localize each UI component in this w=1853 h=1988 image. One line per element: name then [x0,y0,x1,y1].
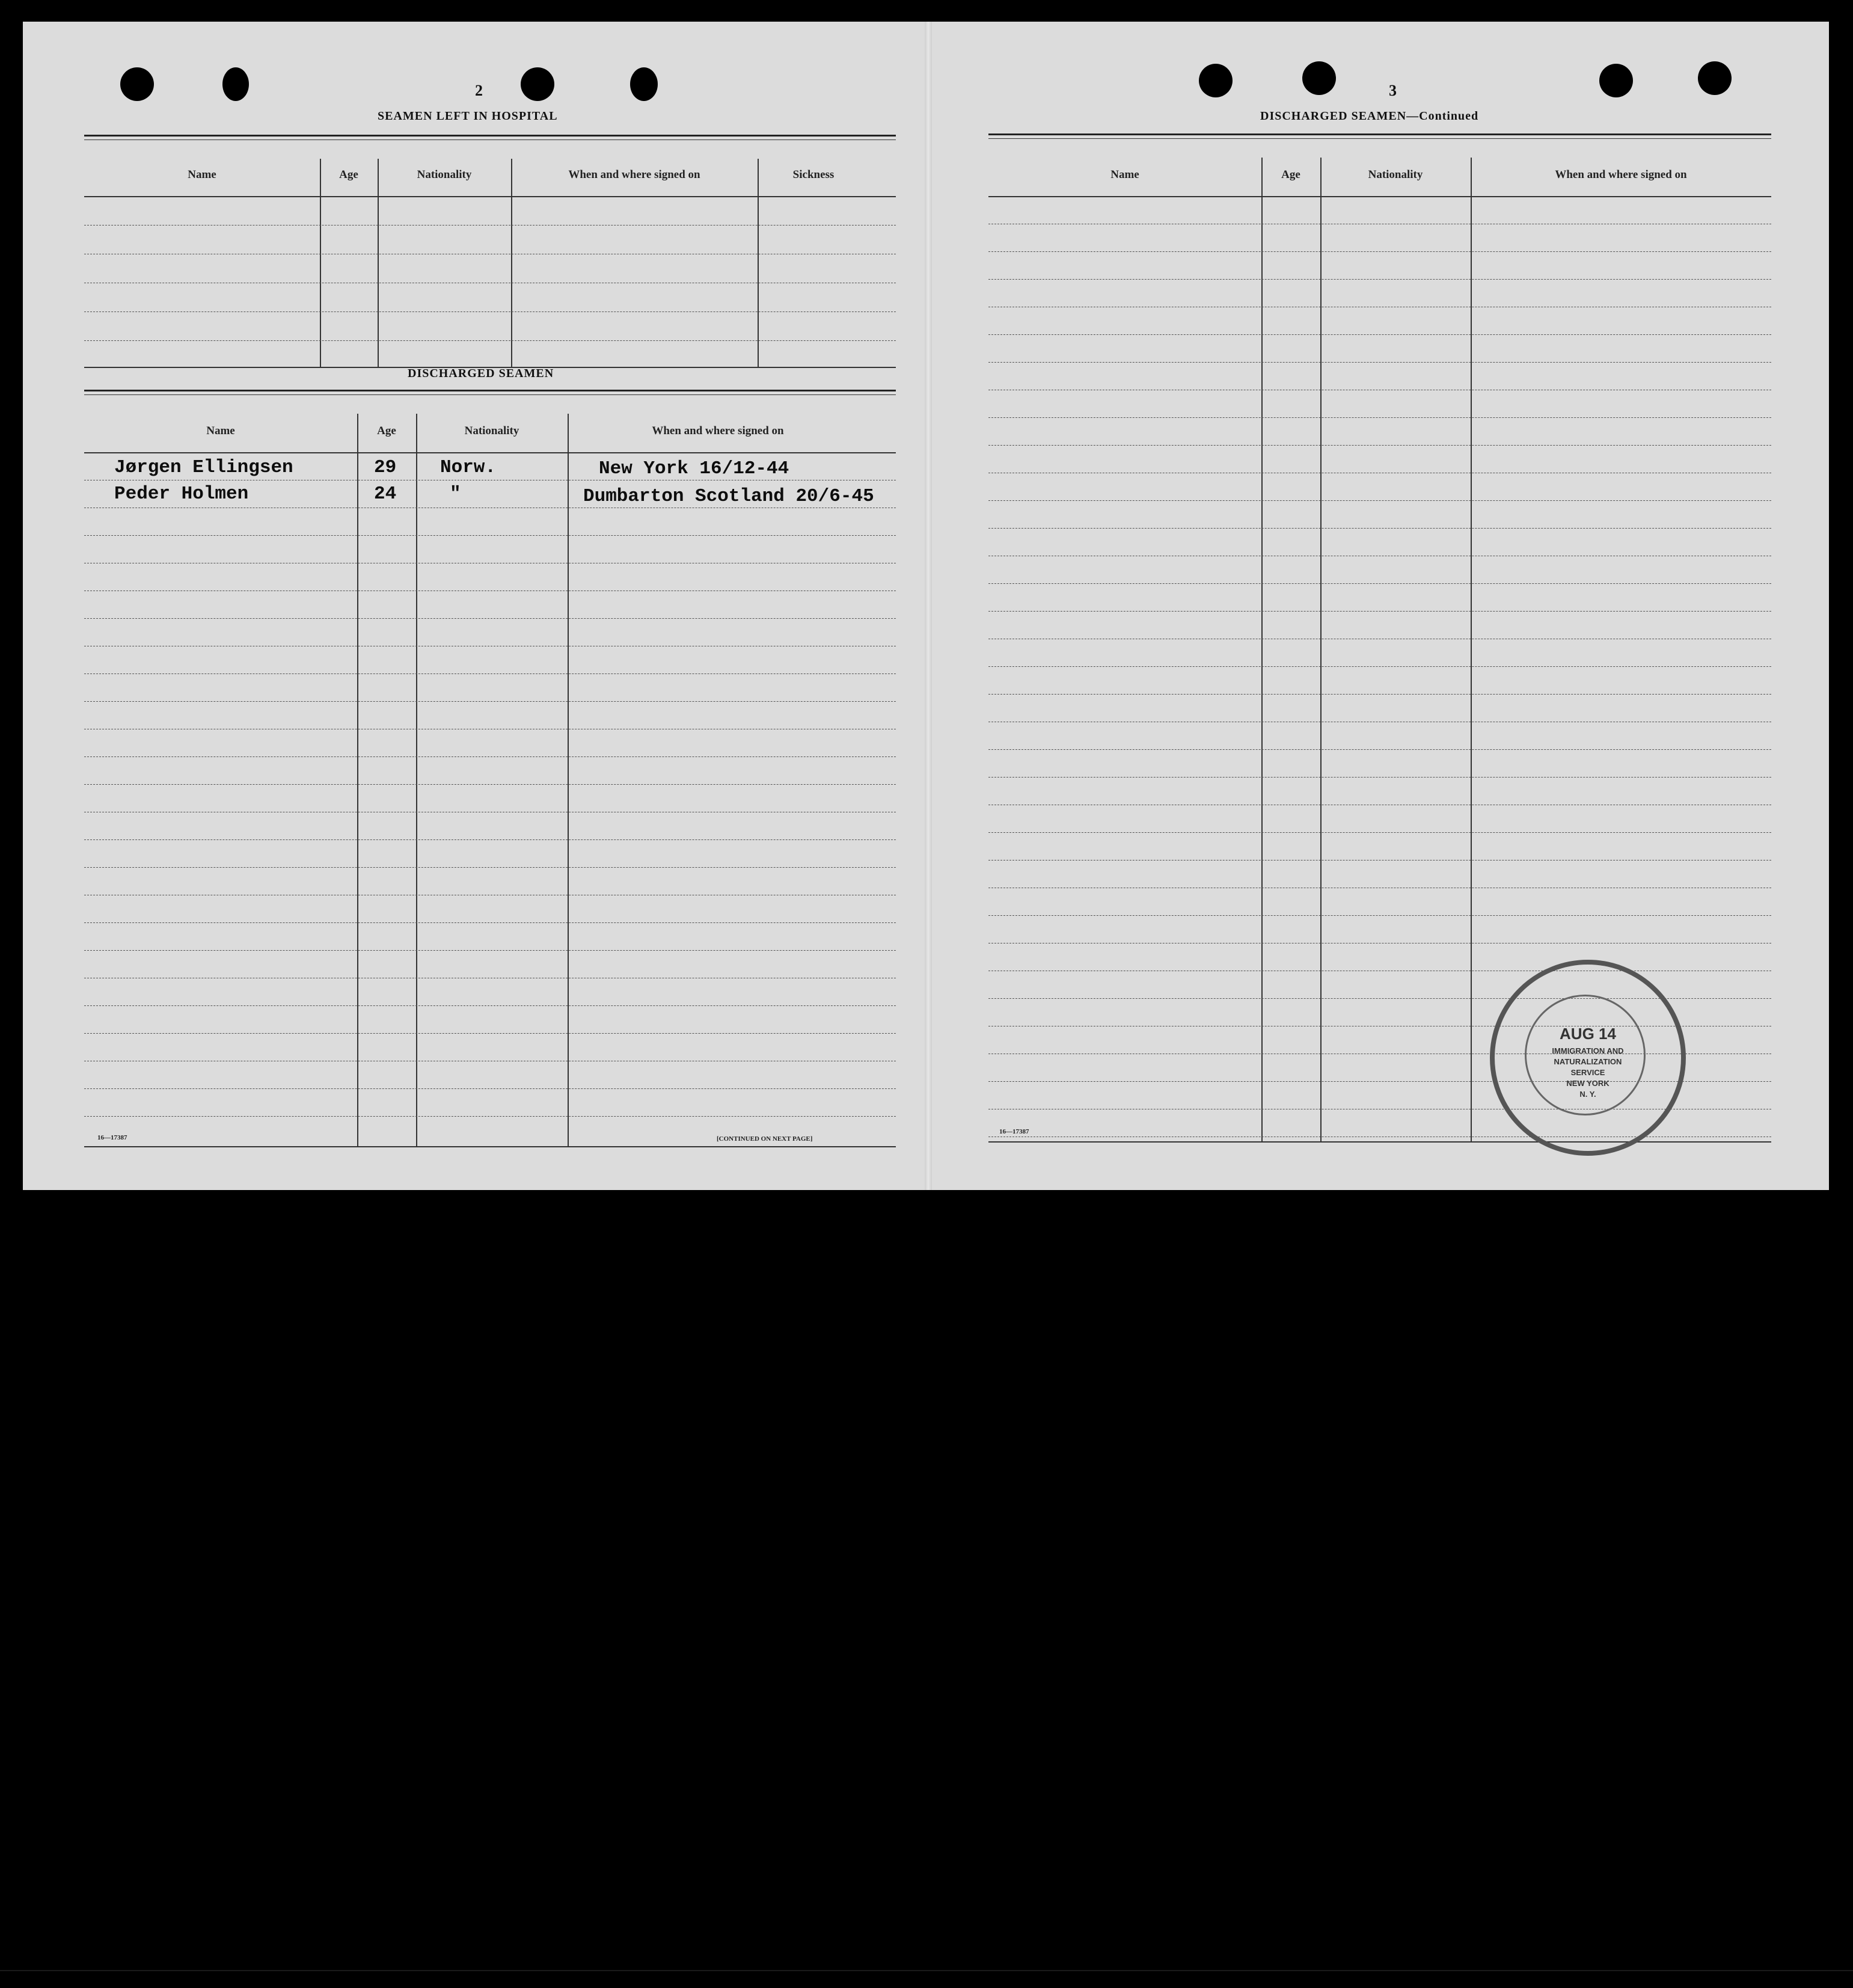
hospital-section-title: SEAMEN LEFT IN HOSPITAL [378,109,558,123]
discharged-row-2-nationality: " [450,483,461,505]
discharged-row-1-age: 29 [374,457,397,478]
left-page-number: 2 [475,82,483,99]
ruled-line [988,915,1771,916]
stamp-line-4: NEW YORK [1566,1079,1610,1088]
ruled-line [988,445,1771,446]
ruled-line [84,701,896,702]
immigration-stamp [1490,960,1686,1156]
discharged-section-title: DISCHARGED SEAMEN [408,367,554,380]
ruled-line [988,749,1771,750]
ruled-line [988,362,1771,363]
punch-hole [1302,61,1336,95]
right-header-age: Age [1281,168,1300,181]
ruled-line [988,500,1771,501]
ruled-line [988,777,1771,778]
ruled-line [84,922,896,923]
discharged-row-2-name: Peder Holmen [114,483,249,505]
punch-hole [630,67,658,101]
ruled-line [988,666,1771,667]
ruled-line [84,1033,896,1034]
ruled-line [988,583,1771,584]
ruled-line [84,535,896,536]
hospital-header-age: Age [339,168,358,181]
ruled-line [988,528,1771,529]
ruled-line [988,832,1771,833]
ruled-line [84,618,896,619]
punch-hole [521,67,554,101]
scanned-document [23,22,1829,1190]
ruled-line [84,1088,896,1089]
discharged-header-nationality: Nationality [464,425,519,437]
ruled-line [84,784,896,785]
ruled-line [84,839,896,840]
punch-hole [1199,64,1233,97]
scan-edge-line [0,1970,1853,1971]
ruled-line [988,251,1771,252]
punch-hole [120,67,154,101]
ruled-line [988,417,1771,418]
left-form-number: 16—17387 [97,1134,127,1141]
ruled-line [988,611,1771,612]
discharged-row-1-nationality: Norw. [440,457,497,478]
ruled-line [988,334,1771,335]
discharged-row-2-signed-on: Dumbarton Scotland 20/6-45 [583,486,874,507]
ruled-line [84,673,896,674]
right-header-signed-on: When and where signed on [1555,168,1687,181]
hospital-header-name: Name [188,168,216,181]
ruled-line [988,279,1771,280]
hospital-header-nationality: Nationality [417,168,472,181]
stamp-line-3: SERVICE [1570,1068,1605,1077]
hospital-table [84,135,896,369]
right-header-nationality: Nationality [1368,168,1423,181]
stamp-line-5: N. Y. [1579,1090,1596,1099]
discharged-header-age: Age [377,425,396,437]
ruled-line [988,694,1771,695]
stamp-line-2: NATURALIZATION [1554,1057,1622,1066]
punch-hole [1698,61,1732,95]
ruled-line [84,867,896,868]
ruled-line [84,1116,896,1117]
continued-note: [CONTINUED ON NEXT PAGE] [717,1135,813,1143]
ruled-line [84,950,896,951]
punch-hole [222,67,249,101]
stamp-date: AUG 14 [1560,1025,1616,1043]
right-form-number: 16—17387 [999,1128,1029,1135]
ruled-line [84,1005,896,1006]
discharged-row-1-name: Jørgen Ellingsen [114,457,293,478]
discharged-header-signed-on: When and where signed on [652,425,784,437]
right-page-number: 3 [1389,82,1397,99]
ruled-line [84,756,896,757]
discharged-row-2-age: 24 [374,483,397,505]
hospital-header-sickness: Sickness [792,168,835,181]
discharged-row-1-signed-on: New York 16/12-44 [599,458,789,479]
stamp-line-1: IMMIGRATION AND [1552,1046,1624,1055]
discharged-header-name: Name [206,425,235,437]
discharged-table [84,390,896,1147]
hospital-header-signed-on: When and where signed on [568,168,700,181]
right-section-title: DISCHARGED SEAMEN—Continued [1260,109,1479,123]
right-header-name: Name [1110,168,1139,181]
page-fold [925,22,932,1190]
ruled-line [988,860,1771,861]
punch-hole [1599,64,1633,97]
